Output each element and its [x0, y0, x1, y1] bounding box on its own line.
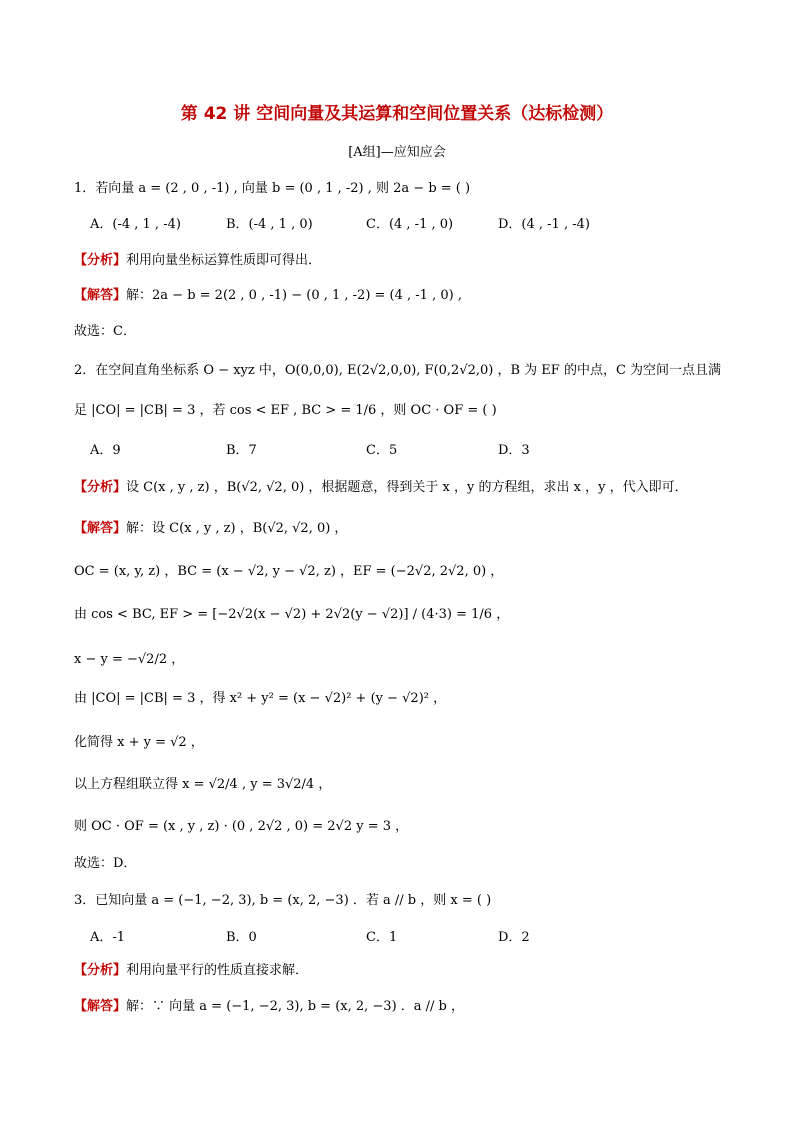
analysis-tag: 【分析】 [74, 253, 127, 268]
analysis-text: 设 C(x , y , z) ，B(√2, √2, 0) ，根据题意，得到关于 x ，y 的方程组，求出 x ，y ，代入即可． [126, 480, 688, 495]
question-2-solution-line-4: x − y = −√2/2 ， [74, 652, 185, 667]
question-3-options [90, 929, 730, 947]
question-2-solution-line-6: 化简得 x + y = √2 ， [74, 735, 204, 750]
question-2-solution-line-2: OC = (x, y, z) ，BC = (x − √2, y − √2, z) ，EF = (−2√2, 2√2, 0) ， [74, 564, 504, 579]
q1-option-b: B．(-4 , 1 , 0) [226, 217, 313, 232]
question-1-answer: 故选：C． [74, 324, 136, 339]
question-2-solution-line-5: 由 |CO| = |CB| = 3 ，得 x² + y² = (x − √2)² + (y − √2)² ， [74, 691, 447, 706]
q2-option-c: C．5 [366, 443, 398, 458]
section-subtitle: [A组]—应知应会 [348, 145, 446, 160]
q1-option-c: C．(4 , -1 , 0) [366, 217, 454, 232]
solution-tag: 【解答】 [74, 999, 127, 1014]
q2-option-d: D．3 [498, 443, 530, 458]
question-1-stem: 1．若向量 a = (2 , 0 , -1) , 向量 b = (0 , 1 , -2) , 则 2a − b = ( ) [74, 181, 471, 196]
solution-text: 解：2a − b = 2(2 , 0 , -1) − (0 , 1 , -2) = (4 , -1 , 0) , [126, 288, 462, 303]
q3-option-d: D．2 [498, 930, 530, 945]
page-title: 第 42 讲 空间向量及其运算和空间位置关系（达标检测） [180, 104, 614, 124]
analysis-tag: 【分析】 [74, 480, 127, 495]
question-2-stem-line-2: 足 |CO| = |CB| = 3 ，若 cos < EF , BC > = 1/6 ，则 OC · OF = ( ) [74, 403, 497, 418]
analysis-tag: 【分析】 [74, 963, 127, 978]
analysis-text: 利用向量平行的性质直接求解． [126, 963, 309, 978]
question-1-solution [74, 287, 462, 305]
q3-option-b: B．0 [226, 930, 257, 945]
question-3-solution [74, 998, 464, 1016]
q3-option-a: A．-1 [90, 930, 126, 945]
question-2-analysis [74, 479, 688, 497]
solution-tag: 【解答】 [74, 521, 127, 536]
analysis-text: 利用向量坐标运算性质即可得出． [126, 253, 322, 268]
q1-option-d: D．(4 , -1 , -4) [498, 217, 590, 232]
question-2-solution-line-7: 以上方程组联立得 x = √2/4 , y = 3√2/4 ， [74, 777, 332, 792]
question-2-options [90, 442, 730, 460]
question-3-analysis [74, 962, 308, 980]
question-2-solution-line-8: 则 OC · OF = (x , y , z) · (0 , 2√2 , 0) = 2√2 y = 3 ， [74, 819, 409, 834]
question-2-answer: 故选：D． [74, 856, 137, 871]
q2-option-b: B．7 [226, 443, 257, 458]
q3-option-c: C．1 [366, 930, 398, 945]
solution-tag: 【解答】 [74, 288, 127, 303]
solution-text: 解：∵ 向量 a = (−1, −2, 3), b = (x, 2, −3) ．a // b ， [126, 999, 465, 1014]
question-1-options [90, 216, 730, 234]
solution-text: 解：设 C(x , y , z) ，B(√2, √2, 0) ， [126, 521, 348, 536]
question-2-solution-line-3: 由 cos < BC, EF > = [−2√2(x − √2) + 2√2(y − √2)] / (4·3) = 1/6 ， [74, 607, 510, 622]
question-2-solution-line-1 [74, 520, 347, 538]
q1-option-a: A．(-4 , 1 , -4) [90, 217, 181, 232]
question-3-stem: 3．已知向量 a = (−1, −2, 3), b = (x, 2, −3) ．若 a // b ，则 x = ( ) [74, 893, 492, 908]
question-2-stem-line-1: 2．在空间直角坐标系 O − xyz 中，O(0,0,0), E(2√2,0,0), F(0,2√2,0) ，B 为 EF 的中点，C 为空间一点且满 [74, 363, 722, 378]
q2-option-a: A．9 [90, 443, 121, 458]
question-1-analysis [74, 252, 321, 270]
